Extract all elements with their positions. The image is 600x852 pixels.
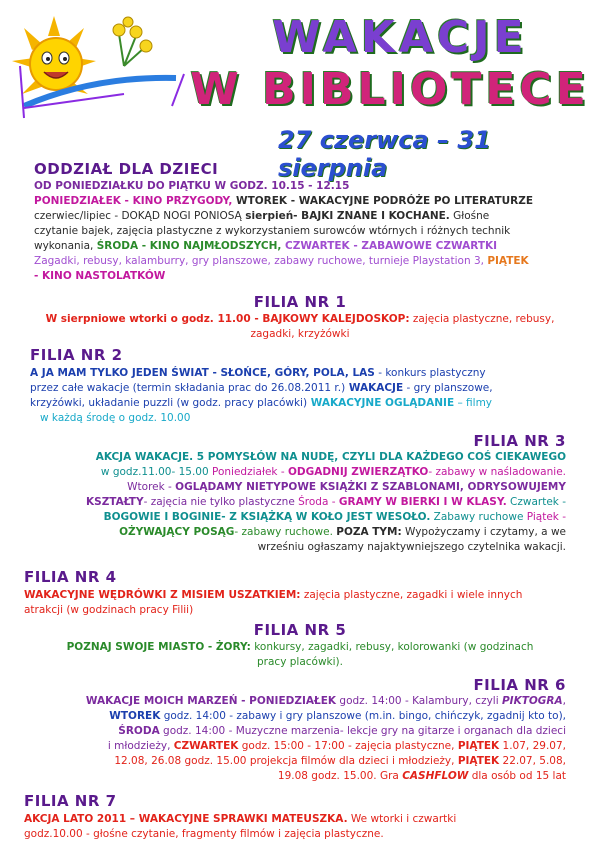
filia3-line-7: wrześniu ogłaszamy najaktywniejszego czytelnika wakacji. — [257, 541, 566, 553]
oddzial-line-6: Zagadki, rebusy, kalamburry, gry planszowe, zabawy ruchowe, turnieje Playstation 3, PIĄTEK — [34, 255, 529, 267]
filia2-line-2: przez całe wakacje (termin składania prac do 26.08.2011 r.) WAKACJE - gry planszowe, — [30, 382, 493, 394]
sun-hammock-illustration — [4, 6, 194, 124]
filia5-line-1: POZNAJ SWOJE MIASTO - ŻORY: konkursy, zagadki, rebusy, kolorowanki (w godzinach — [66, 641, 534, 653]
section-heading-filia2: FILIA NR 2 — [30, 346, 123, 364]
section-body-filia1 — [20, 312, 580, 342]
section-body-filia2 — [30, 366, 595, 426]
section-heading-filia7: FILIA NR 7 — [24, 792, 117, 810]
filia7-line-1: AKCJA LATO 2011 – WAKACYJNE SPRAWKI MATEUSZKA. We wtorki i czwartki — [24, 813, 457, 825]
page-title-line2: W BIBLIOTECE — [190, 64, 590, 115]
filia7-line-2: godz.10.00 - głośne czytanie, fragmenty filmów i zajęcia plastyczne. — [24, 828, 384, 840]
filia2-line-1: A JA MAM TYLKO JEDEN ŚWIAT - SŁOŃCE, GÓRY, POLA, LAS - konkurs plastyczny — [30, 367, 486, 379]
filia1-line-1: W sierpniowe wtorki o godz. 11.00 - BAJKOWY KALEJDOSKOP: zajęcia plastyczne, rebusy, — [45, 313, 555, 325]
filia2-line-4: w każdą środę o godz. 10.00 — [40, 412, 191, 424]
section-body-filia4 — [24, 588, 594, 618]
filia6-line-3: ŚRODA godz. 14:00 - Muzyczne marzenia- lekcje gry na gitarze i organach dla dzieci — [118, 725, 566, 737]
section-heading-filia4: FILIA NR 4 — [24, 568, 117, 586]
filia6-line-2: WTOREK godz. 14:00 - zabawy i gry planszowe (m.in. bingo, chińczyk, zgadnij kto to), — [109, 710, 566, 722]
filia3-line-2: w godz.11.00- 15.00 Poniedziałek - ODGADNIJ ZWIERZĄTKO- zabawy w naśladowanie. — [100, 466, 566, 478]
page-title-line1: WAKACJE — [272, 12, 528, 63]
filia2-line-3: krzyżówki, układanie puzzli (w godz. pracy placówki) WAKACYJNE OGLĄDANIE – filmy — [30, 397, 493, 409]
oddzial-line-7: - KINO NASTOLATKÓW — [34, 270, 166, 282]
section-body-filia7 — [24, 812, 594, 842]
filia5-line-2: pracy placówki). — [257, 656, 343, 668]
oddzial-line-2: PONIEDZIAŁEK - KINO PRZYGODY, WTOREK - WAKACYJNE PODRÓŻE PO LITERATURZE — [34, 195, 534, 207]
filia6-line-4: i młodzieży, CZWARTEK godz. 15:00 - 17:00 - zajęcia plastyczne, PIĄTEK 1.07, 29.07, — [107, 740, 566, 752]
filia4-line-1: WAKACYJNE WĘDRÓWKI Z MISIEM USZATKIEM: zajęcia plastyczne, zagadki i wiele innych — [24, 589, 523, 601]
filia3-line-3: Wtorek - OGLĄDAMY NIETYPOWE KSIĄŻKI Z SZABLONAMI, ODRYSOWUJEMY — [127, 481, 566, 493]
section-body-oddzial — [34, 179, 594, 284]
filia4-line-2: atrakcji (w godzinach pracy Filii) — [24, 604, 194, 616]
filia6-line-1: WAKACJE MOICH MARZEŃ - PONIEDZIAŁEK godz. 14:00 - Kalambury, czyli PIKTOGRA, — [85, 695, 566, 707]
dates-banner: 27 czerwca – 31 sierpnia — [278, 126, 491, 182]
section-heading-filia3: FILIA NR 3 — [473, 432, 566, 450]
section-body-filia6 — [20, 694, 566, 784]
filia6-line-5: 12.08, 26.08 godz. 15.00 projekcja filmów dla dzieci i młodzieży, PIĄTEK 22.07, 5.08, — [114, 755, 566, 767]
filia3-line-1: AKCJA WAKACJE. 5 POMYSŁÓW NA NUDĘ, CZYLI DLA KAŻDEGO COŚ CIEKAWEGO — [95, 451, 566, 463]
section-body-filia5 — [20, 640, 580, 670]
filia3-line-4: KSZTAŁTY- zajęcia nie tylko plastyczne Środa - GRAMY W BIERKI I W KLASY. Czwartek - — [86, 496, 566, 508]
section-body-filia3 — [20, 450, 566, 555]
flowers-icon — [113, 17, 152, 66]
section-heading-filia5: FILIA NR 5 — [253, 621, 347, 639]
section-heading-filia1: FILIA NR 1 — [253, 293, 347, 311]
oddzial-line-1: OD PONIEDZIAŁKU DO PIĄTKU W GODZ. 10.15 - 12.15 — [34, 180, 350, 192]
oddzial-line-4: czytanie bajek, zajęcia plastyczne z wykorzystaniem surowców wtórnych i różnych technik — [34, 225, 511, 237]
sun-face-icon — [30, 38, 82, 90]
filia3-line-6: OŻYWAJĄCY POSĄG- zabawy ruchowe. POZA TYM: Wypożyczamy i czytamy, a we — [119, 526, 566, 538]
filia1-line-2: zagadki, krzyżówki — [250, 328, 350, 340]
section-heading-filia6: FILIA NR 6 — [473, 676, 566, 694]
oddzial-line-5: wykonania, ŚRODA - KINO NAJMŁODSZYCH, CZWARTEK - ZABAWOWE CZWARTKI — [34, 240, 498, 252]
filia6-line-6: 19.08 godz. 15.00. Gra CASHFLOW dla osób od 15 lat — [277, 770, 566, 782]
section-heading-oddzial: ODDZIAŁ DLA DZIECI — [34, 160, 219, 178]
filia3-line-5: BOGOWIE I BOGINIE- Z KSIĄŻKĄ W KOŁO JEST WESOŁO. Zabawy ruchowe Piątek - — [103, 511, 566, 523]
oddzial-line-3: czerwiec/lipiec - DOKĄD NOGI PONIOSĄ sierpień- BAJKI ZNANE I KOCHANE. Głośne — [34, 210, 490, 222]
